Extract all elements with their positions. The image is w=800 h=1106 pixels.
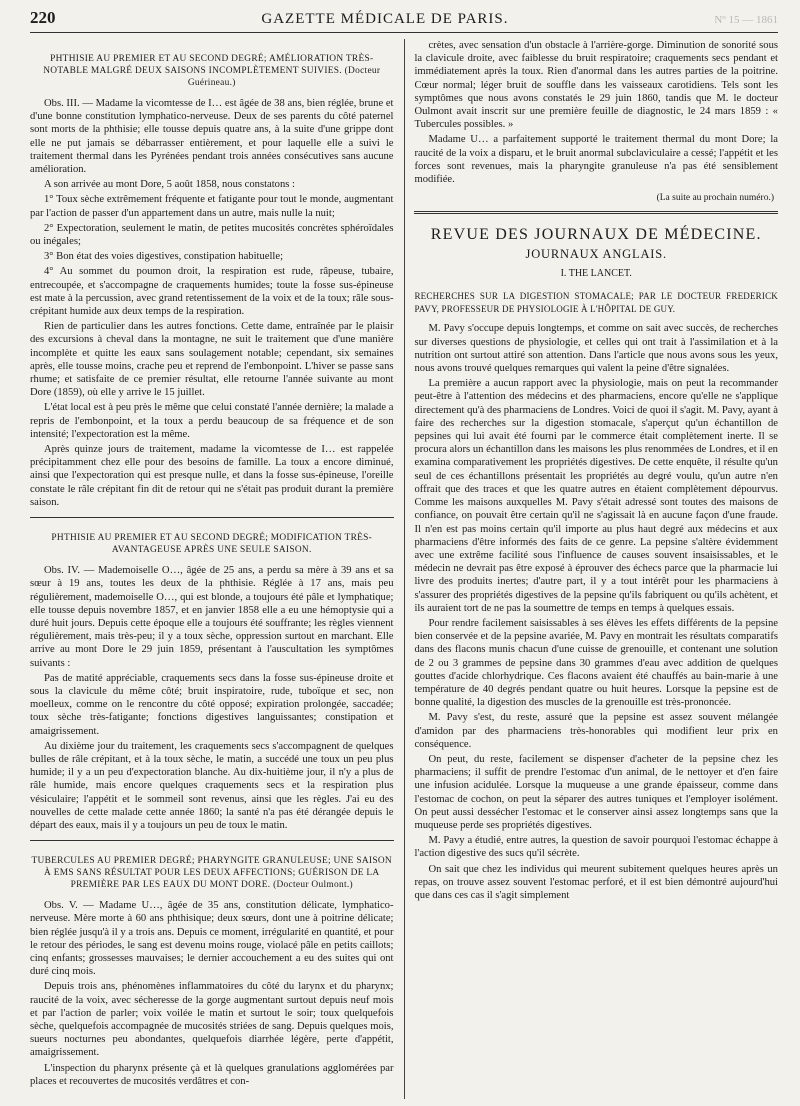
paragraph: M. Pavy a étudié, entre autres, la question de savoir pourquoi l'estomac échappe à l'action digestive des sucs qu'il sécrète. [414, 835, 778, 860]
paragraph: M. Pavy s'occupe depuis longtemps, et comme on sait avec succès, de recherches sur diverses questions de physiologie, et celles qui ont trait à l'assimilation et à la nutrition ont surtout attiré son attention. Dans l'article que nous avons sous les yeux, nous avons trouvé quelques remarques qui valent la peine d'être signalées. [414, 323, 778, 375]
show-through-text: Nº 15 — 1861 [714, 14, 778, 26]
case-heading-2: PHTHISIE AU PREMIER ET AU SECOND DEGRÉ; MODIFICATION TRÈS-AVANTAGEUSE APRÈS UNE SEULE SAISON. [51, 533, 373, 556]
paragraph: Rien de particulier dans les autres fonctions. Cette dame, entraînée par le plaisir des excursions à cheval dans la montagne, ne suit le traitement que d'une manière incomplète et quitte les eaux sans soulagement notable; cependant, six semaines après, elle tousse moins, crache peu et reprend de l'embonpoint. L'hiver se passe sans rhume; et satisfaite de ce premier résultat, elle retourne l'année suivante au mont Dore (1859), où elle y arrive le 15 juillet. [30, 321, 394, 399]
subsection-title: JOURNAUX ANGLAIS. [525, 246, 667, 261]
paragraph: 4° Au sommet du poumon droit, la respiration est rude, râpeuse, tubaire, entrecoupée, et s'accompagne de craquements humides; toute la fosse sus-épineuse est mate à la percussion, avec grand retentissement de la voix et de la toux; râle sous-crépitant humide aux deux temps de la respiration. [30, 266, 394, 318]
page-number: 220 [30, 8, 56, 27]
paragraph: Pour rendre facilement saisissables à ses élèves les effets différents de la pepsine bien conservée et de la pepsine avariée, M. Pavy en montrait les résultats comparatifs dans des flacons munis chacun d'une cuisse de grenouille, et contenant une solution de 2 ou 3 grammes de pepsine dans 30 grammes d'eau avec addition de quelques gouttes d'acide chlorhydrique. Ces flacons avaient été chauffés au bain-marie à une température de 40 degrés pendant quatre ou huit heures. Lorsque la pepsine est de bonne qualité, la digestion des muscles de la grenouille est très-prononcée. [414, 617, 778, 709]
continued-note: (La suite au prochain numéro.) [656, 193, 774, 204]
case-heading-1 [30, 53, 394, 89]
column-divider [404, 39, 405, 1099]
paragraph: Obs. V. — Madame U…, âgée de 35 ans, constitution délicate, lymphatico-nerveuse. Mère morte à 60 ans phthisique; deux sœurs, dont une à poitrine délicate; bien réglée jusqu'à il y a trois ans. Depuis ce moment, irrégularité en quantité, et pour le retour des périodes, le sang est devenu moins rouge, violacé pâle en petits caillots; cinq enfants; grossesses mauvaises; le dernier accouchement a eu des suites qui ont duré cinq mois. [30, 900, 394, 978]
paragraph: crètes, avec sensation d'un obstacle à l'arrière-gorge. Diminution de sonorité sous la clavicule droite, avec faiblesse du bruit respiratoire; craquements secs pendant et immédiatement après la toux. Rien d'anormal dans les autres parties de la poitrine. Cœur normal; léger bruit de souffle dans les vaisseaux carotidiens. Tels sont les symptômes que nous avons constatés le 29 juin 1860, tandis que M. le docteur Oulmont avait inscrit sur une première feuille de diagnostic, le 24 mars 1859 : « Tubercules possibles. » [414, 40, 778, 131]
paragraph: Depuis trois ans, phénomènes inflammatoires du côté du larynx et du pharynx; raucité de la voix, avec sécheresse de la gorge augmentant surtout depuis neuf mois et par l'action de parler; voix voilée le matin et surtout le soir; toux quelquefois sèche, quelquefois accompagnée de mucosités striées de sang. Depuis quelques mois, sueurs nocturnes peu abondantes, quelquefois diarrhée légère, perte d'appétit, amaigrissement. [30, 981, 394, 1059]
journal-title: GAZETTE MÉDICALE DE PARIS. [261, 11, 509, 27]
paragraph: Obs. IV. — Mademoiselle O…, âgée de 25 ans, a perdu sa mère à 39 ans et sa sœur à 19 ans, toutes les deux de la phthisie. Réglée à 17 ans, mais peu régulièrement, mademoiselle O…, qui est blonde, a toujours été pâle et lymphatique; elle tousse depuis novembre 1857, et en janvier 1858 elle a eu une hémoptysie qui a duré huit jours. Depuis cette époque elle a toujours été souffrante; les règles viennent régulièrement, mais très-peu; il y a toux sèche, oppression surtout en marchant. Elle arrive au mont Dore le 29 juin 1859, présentant à l'auscultation les symptômes suivants : [30, 565, 394, 669]
paragraph: Après quinze jours de traitement, madame la vicomtesse de I… est rappelée précipitamment chez elle pour des besoins de famille. La toux a encore diminué, ainsi que l'expectoration qui est presque nulle, et dans la fosse sus-épineuse, l'oreille constate le râle crépitant fin dit de retour qui ne s'était pas produit durant la première saison. [30, 444, 394, 508]
paragraph: Madame U… a parfaitement supporté le traitement thermal du mont Dore; la raucité de la voix a disparu, et le bruit anormal subclaviculaire a cessé; l'appétit et les forces sont revenues, mais la pharyngite granuleuse n'a pas été sensiblement modifiée. [414, 134, 778, 186]
paragraph: L'inspection du pharynx présente çà et là quelques granulations agglomérées par places et recouvertes de mucosités verdâtres et con- [30, 1062, 394, 1087]
right-column [414, 39, 778, 1099]
case-heading-3-author: (Docteur Oulmont.) [273, 880, 353, 891]
paragraph: A son arrivée au mont Dore, 5 août 1858, nous constatons : [44, 179, 295, 191]
paragraph: 2° Expectoration, seulement le matin, de petites mucosités concrètes sphéroïdales ou inégales; [30, 222, 394, 248]
journal-name: I. THE LANCET. [560, 267, 632, 279]
article-title [414, 290, 778, 316]
paragraph: L'état local est à peu près le même que celui constaté l'année dernière; la malade a repris de l'embonpoint, et la toux a perdu beaucoup de sa fréquence et de son intensité; l'expectoration est la même. [30, 402, 394, 440]
section-title: REVUE DES JOURNAUX DE MÉDECINE. [430, 226, 762, 244]
case-heading-1-text: PHTHISIE AU PREMIER ET AU SECOND DEGRÉ; AMÉLIORATION TRÈS-NOTABLE MALGRÉ DEUX SAISONS INCOMPLÈTEMENT SUIVIES. [43, 54, 374, 76]
paragraph: On sait que chez les individus qui meurent subitement quelques heures après un repas, on trouve assez souvent l'estomac perforé, et il est bien démontré aujourd'hui que dans ces cas il s'agit simplement [414, 863, 778, 901]
case-heading-3 [30, 855, 394, 891]
paragraph: 3° Bon état des voies digestives, constipation habituelle; [44, 251, 284, 263]
divider [30, 517, 394, 518]
case-heading-3-text: TUBERCULES AU PREMIER DEGRÉ; PHARYNGITE GRANULEUSE; UNE SAISON À EMS SANS RÉSULTAT POUR LES DEUX AFFECTIONS; GUÉRISON DE LA PREMIÈRE PAR LES EAUX DU MONT DORE. [31, 856, 393, 891]
running-head [30, 8, 778, 33]
section-divider [414, 211, 778, 214]
paragraph: Obs. III. — Madame la vicomtesse de I… est âgée de 38 ans, bien réglée, brune et d'une bonne constitution lymphatico-nerveuse. Deux de ses parents du côté paternel sont morts de la phthisie; elle tousse depuis quatre ans, à la suite d'une grippe dont elle ne put jamais se débarrasser entièrement, et pour laquelle elle a suivi le traitement thermal dans les Pyrénées pendant trois années consécutives sans aucune amélioration. [30, 98, 394, 176]
paragraph: On peut, du reste, facilement se dispenser d'acheter de la pepsine chez les pharmaciens; il suffit de prendre l'estomac d'un animal, de le nettoyer et d'en faire une infusion acidulée. Lorsque la muqueuse a une grande épaisseur, comme dans l'estomac de cochon, on peut la séparer des autres tuniques et l'employer isolément. On peut aussi dessécher l'estomac et le conserver ainsi assez longtemps sans que la muqueuse perde ses propriétés digestives. [414, 753, 778, 831]
paragraph: 1° Toux sèche extrêmement fréquente et fatigante pour tout le monde, augmentant par l'action de passer d'un appartement dans un autre, mais nulle la nuit; [30, 194, 394, 219]
paragraph: Au dixième jour du traitement, les craquements secs s'accompagnent de quelques bulles de râle crépitant, et à la toux sèche, le matin, a succédé une toux un peu plus humide; il y a un peu d'expectoration blanche. Au dix-huitième jour, il n'y a plus de râle humide, mais encore quelques craquements secs et la respiration plus vésiculaire; l'appétit et le sommeil sont revenus, ainsi que les règles. J'ai eu des nouvelles de cette malade cette année 1860; la santé n'a pas été dérangée depuis le départ des eaux, mais il y a toujours un peu de toux le matin. [30, 740, 394, 831]
case-heading-1-author: (Docteur Guérineau.) [187, 66, 381, 88]
paragraph: M. Pavy s'est, du reste, assuré que la pepsine est assez souvent mélangée d'amidon par des pharmaciens très-honorables qui modifient leur prix en conséquence. [414, 712, 778, 750]
article-title-text: RECHERCHES SUR LA DIGESTION STOMACALE; PAR LE DOCTEUR FREDERICK PAVY, PROFESSEUR DE PHYSIOLOGIE À L'HÔPITAL DE GUY. [414, 291, 778, 315]
two-column-body [30, 39, 778, 1099]
divider [30, 840, 394, 841]
left-column [30, 39, 394, 1099]
paragraph: Pas de matité appréciable, craquements secs dans la fosse sus-épineuse droite et sous la clavicule du même côté; bruit inspiratoire, rude, tuboïque et sec, non moelleux, comme on le rencontre du côté opposé; expiration prolongée, saccadée; toux sèche très-fatigante; fonctions digestives languissantes; constipation et amaigrissement. [30, 672, 394, 737]
paragraph: La première a aucun rapport avec la physiologie, mais on peut la recommander peut-être à l'attention des médecins et des pharmaciens, encore qu'elle ne s'applique directement qu'à des pharmaciens de Londres. Voici de quoi il s'agit. M. Pavy, ayant à faire des recherches sur la digestion stomacale, s'aperçut qu'un échantillon de pepsines qui lui avait été fourni par le commerce était complètement inerte. Il se procura alors un échantillon dans les maisons les plus renommées de Londres, et il en examina comparativement les propriétés digestives. De cette enquête, il résulte qu'un seul de ces échantillons présentait les propriétés au degré voulu, qu'un autre n'en offrait que des traces et que les quatre autres en étaient complètement dépourvus. Comme les maisons auxquelles M. Pavy s'était adressé sont toutes des maisons de confiance, on pouvait être certain qu'il ne s'agissait là en aucune façon d'une fraude. Il n'en est pas moins certain qu'il importe au plus haut degré aux médecins et aux pharmaciens d'être informés des faits de ce genre. La pepsine s'altère évidemment avec une extrême facilité sous l'influence de causes souvent insaisissables, et le médecin ne devrait pas être exposé à éprouver des échecs parce que la pharmacie lui livre des produits inertes; d'autre part, il y a tout intérêt pour les pharmaciens à s'assurer des propriétés digestives de la pepsine qu'ils fabriquent ou qu'ils achètent, et ils auraient tort de ne pas la soumettre de temps en temps à quelques essais. [414, 378, 778, 614]
